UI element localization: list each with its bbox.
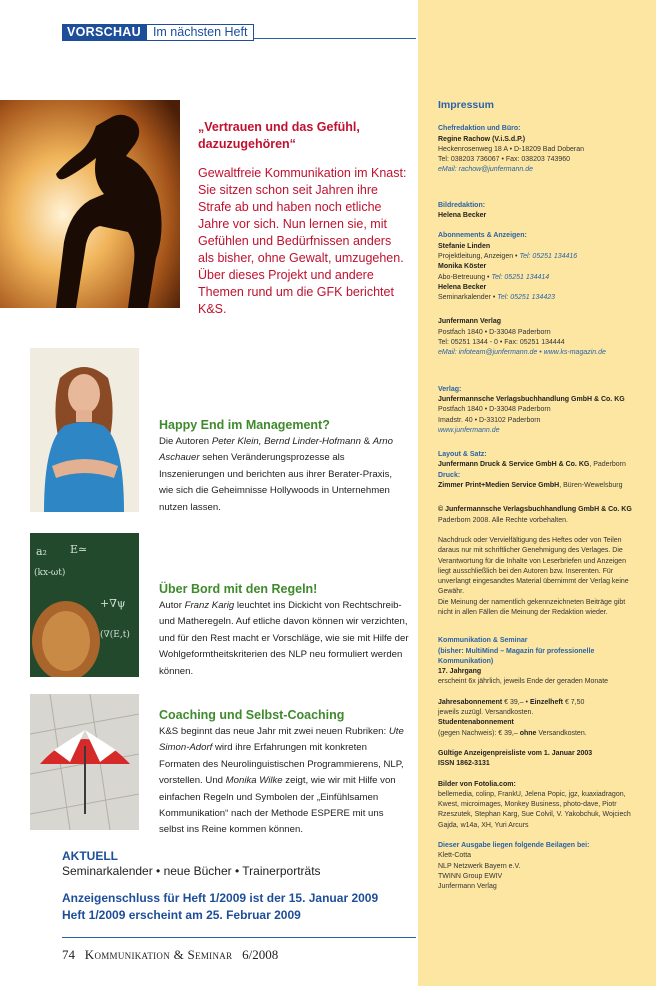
article-title-ueber-bord: Über Bord mit den Regeln! [159,582,318,596]
ad-deadline-line: Anzeigenschluss für Heft 1/2009 ist der 15. Januar 2009 [62,891,379,905]
ad-deadline [62,890,412,924]
impressum-beilagen: Dieser Ausgabe liegen folgende Beilagen bei: Klett-Cotta NLP Netzwerk Bayern e.V. TWINN Group EWIV Junfermann Verlag [438,841,638,892]
impressum-redaktion: Chefredaktion und Büro: Regine Rachow (V.i.S.d.P.) Heckenrosenweg 18 A • D-18209 Bad Doberan Tel: 038203 736067 • Fax: 038203 743960 eMail: rachow@junfermann.de [438,124,638,175]
impressum-abopreise: Jahresabonnement € 39,– • Einzelheft € 7,50 jeweils zuzügl. Versandkosten. Studentenabonnement (gegen Nachweis): € 39,– ohne Versandkosten. [438,698,587,737]
svg-text:a₂: a₂ [36,545,47,558]
next-issue-line: Heft 1/2009 erscheint am 25. Februar 2009 [62,908,301,922]
issue-number: 6/2008 [242,947,279,962]
section-label: VORSCHAU [62,24,146,41]
impressum-bildredaktion: Bildredaktion: Helena Becker [438,201,487,220]
section-header [62,24,254,41]
aktuell-items: Seminarkalender • neue Bücher • Trainerporträts [62,864,321,878]
beilage-item: Junfermann Verlag [438,883,497,891]
impressum-preisliste: Gültige Anzeigenpreisliste vom 1. Januar 2003 ISSN 1862-3131 [438,749,593,768]
article-title-coaching: Coaching und Selbst-Coaching [159,708,345,722]
redaktion-email[interactable]: eMail: rachow@junfermann.de [438,166,534,174]
article-body-coaching: K&S beginnt das neue Jahr mit zwei neuen Rubriken: Ute Simon-Adorf wird ihre Erfahrungen mit konkreten Formaten des Neurolinguistischen Programmierens, NLP, vorstellen. Und Monika Wilke zeigt, wie wir mit Hilfe von einfachen Regeln und Symbolen der „Einfühlsamen Kommunikation“ nach der Methode ESPERE mit uns selbst ins Reine kommen können. [159,726,404,836]
magazine-name: Kommunikation & Seminar [84,947,233,962]
article-photo-umbrella [30,694,139,830]
impressum-junfermann-verlag: Junfermann Verlag Postfach 1840 • D-33048 Paderborn Tel: 05251 1344 - 0 • Fax: 05251 134444 eMail: infoteam@junfermann.de • www.ks-magazin.de [438,317,638,358]
verlag-email-web[interactable]: eMail: infoteam@junfermann.de • www.ks-magazin.de [438,349,606,357]
beilage-item: TWINN Group EWIV [438,872,503,880]
lead-title: „Vertrauen und das Gefühl, dazuzugehören“ [198,120,360,151]
impressum-verlag: Verlag: Junfermannsche Verlagsbuchhandlung GmbH & Co. KG Postfach 1840 • D-33048 Paderborn Imadstr. 40 • D-33102 Paderborn www.junfermann.de [438,385,638,436]
impressum-bildnachweis: Bilder von Fotolia.com: bellemedia, colinp, FrankU, Jelena Popic, jgz, kuaxiadragon, Kwest, microimages, Monkey Business, photo-dave, Piotr Rzeszutek, Stephan Karg, Sue Colvil, V. Yakobchuk, Wojciech Gajda, w14a, XH, Yuri Arcurs [438,780,631,829]
lead-photo-silhouette [0,100,180,308]
article-body-ueber-bord: Autor Franz Karig leuchtet ins Dickicht von Rechtschreib- und Matheregeln. Auf etliche davon können wir verzichten, und für den Rest macht er Vorschläge, wie sie mit Hilfe der Wohlgeformtheitskriterien des NLP neu formuliert werden können. [159,600,409,677]
page-footer [62,947,278,963]
impressum-copyright: © Junfermannsche Verlagsbuchhandlung GmbH & Co. KG Paderborn 2008. Alle Rechte vorbehalten. [438,506,632,524]
svg-text:E≃: E≃ [70,543,88,556]
impressum-ks: Kommunikation & Seminar (bisher: MultiMind – Magazin für professionelle Kommunikation) 17. Jahrgang erscheint 6x jährlich, jeweils Ende der geraden Monate [438,637,609,686]
impressum-satz-druck: Layout & Satz: Junfermann Druck & Service GmbH & Co. KG, Paderborn Druck: Zimmer Print+Medien Service GmbH, Büren-Wewelsburg [438,451,626,490]
lead-body: Gewaltfreie Kommunikation im Knast: Sie sitzen schon seit Jahren ihre Strafe ab und haben noch etliche Jahre vor sich. Nun lernen sie, mit Gefühlen und Bedürfnissen anders als bisher, ohne Gewalt, umzugehen. Über dieses Projekt und andere Themen rund um die GFK berichtet K&S. [198,166,407,316]
impressum [438,100,638,903]
article-title-happy-end: Happy End im Management? [159,418,330,432]
svg-text:+∇ψ: +∇ψ [100,597,126,610]
verlag-website[interactable]: www.junfermann.de [438,426,500,434]
article-photo-woman [30,348,139,512]
section-subtitle: Im nächsten Heft [146,24,255,41]
article-body-happy-end: Die Autoren Peter Klein, Bernd Linder-Hofmann & Arno Aschauer sehen Veränderungsprozesse als Inszenierungen und berichten aus ihrer Berater-Praxis, wie sich die Geheimnisse Hollywoods in Unternehmen nutzen lassen. [159,436,393,513]
impressum-legal: Nachdruck oder Vervielfältigung des Heftes oder von Teilen daraus nur mit schriftlicher Genehmigung des Verlages. Die Verantwortung für die Inhalte von Leserbriefen und Anzeigen liegt ausschließlich bei den Autoren bzw. Inserenten. Für unverlangt eingesandtes Material übernimmt der Verlag keine Gewähr. Die Meinung der namentlich gekennzeichneten Beiträge gibt nicht in allen Fällen die Meinung der Redaktion wieder. [438,536,629,616]
svg-text:(kx-ωt): (kx-ωt) [34,568,66,578]
aktuell-heading: AKTUELL [62,849,118,863]
beilage-item: Klett-Cotta [438,852,472,860]
impressum-abonnements: Abonnements & Anzeigen: Stefanie Linden Projektleitung, Anzeigen • Tel: 05251 134416 Monika Köster Abo-Betreuung • Tel: 05251 134414 Helena Becker Seminarkalender • Tel: 05251 134423 [438,232,578,302]
impressum-title: Impressum [438,99,495,111]
footer-rule [62,937,416,938]
article-photo-chalkboard [30,533,139,677]
page-number: 74 [62,947,75,962]
svg-text:(∇(E,t): (∇(E,t) [100,630,130,640]
beilage-item: NLP Netzwerk Bayern e.V. [438,862,521,870]
